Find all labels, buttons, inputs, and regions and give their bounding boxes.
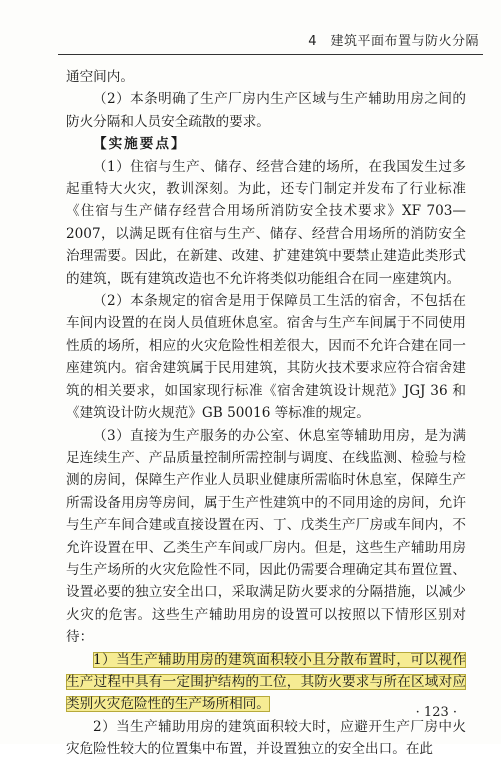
paragraph-sub-1-highlighted [66, 649, 466, 716]
header-rule [58, 54, 483, 55]
paragraph-sub-2: 2）当生产辅助用房的建筑面积较大时，应避开生产厂房中火灾危险性较大的位置集中布置，并设置独立的安全出口。在此 [66, 718, 466, 758]
running-header-title: 4 建筑平面布置与防火分隔 [308, 34, 479, 49]
body-text [66, 66, 466, 761]
paragraph-continuation: 通空间内。 [66, 69, 134, 85]
paragraph-point-3: （3）直接为生产服务的办公室、休息室等辅助用房，是为满足连续生产、产品质量控制所需控制与调度、在线监测、检验与检测的房间，保障生产作业人员职业健康所需临时休息室，保障生产所需设备用房等房间，属于生产性建筑中的不同用途的房间，允许与生产车间合建或直接设置在丙、丁、戊类生产厂房或车间内，不允许设置在甲、乙类生产车间或厂房内。但是，这些生产辅助用房与生产场所的火灾危险性不同，因此仍需要合理确定其布置位置、设置必要的独立安全出口，采取满足防火要求的分隔措施，以减少火灾的危害。这些生产辅助用房的设置可以按照以下情形区别对待： [66, 427, 466, 646]
paragraph-point-2: （2）本条规定的宿舍是用于保障员工生活的宿舍，不包括在车间内设置的在岗人员值班休息室。宿舍与生产车间属于不同使用性质的场所，相应的火灾危险性相差很大，因而不允许合建在同一座建筑内。宿舍建筑属于民用建筑，其防火技术要求应符合宿舍建筑的相关要求，如国家现行标准《宿舍建筑设计规范》JGJ 36 和《建筑设计防火规范》GB 50016 等标准的规定。 [66, 293, 466, 422]
paragraph-item-2: （2）本条明确了生产厂房内生产区域与生产辅助用房之间的防火分隔和人员安全疏散的要求。 [66, 91, 466, 130]
paragraph-point-1: （1）住宿与生产、储存、经营合建的场所，在我国发生过多起重特大火灾，教训深刻。为此，还专门制定并发布了行业标准《住宿与生产储存经营合用场所消防安全技术要求》XF 703—2007，以满足既有住宿与生产、储存、经营合用场所的消防安全治理需要。因此，在新建、改建、扩建建筑中要禁止建造此类形式的建筑，既有建筑改造也不允许将类似功能组合在同一座建筑内。 [66, 158, 466, 287]
highlighted-text: 1）当生产辅助用房的建筑面积较小且分散布置时，可以视作生产过程中具有一定围护结构的工位，其防火要求与所在区域对应类别火灾危险性的生产场所相同。 [66, 651, 466, 713]
section-heading: 【实施要点】 [93, 136, 187, 153]
page-number: · 123 · [415, 705, 457, 720]
